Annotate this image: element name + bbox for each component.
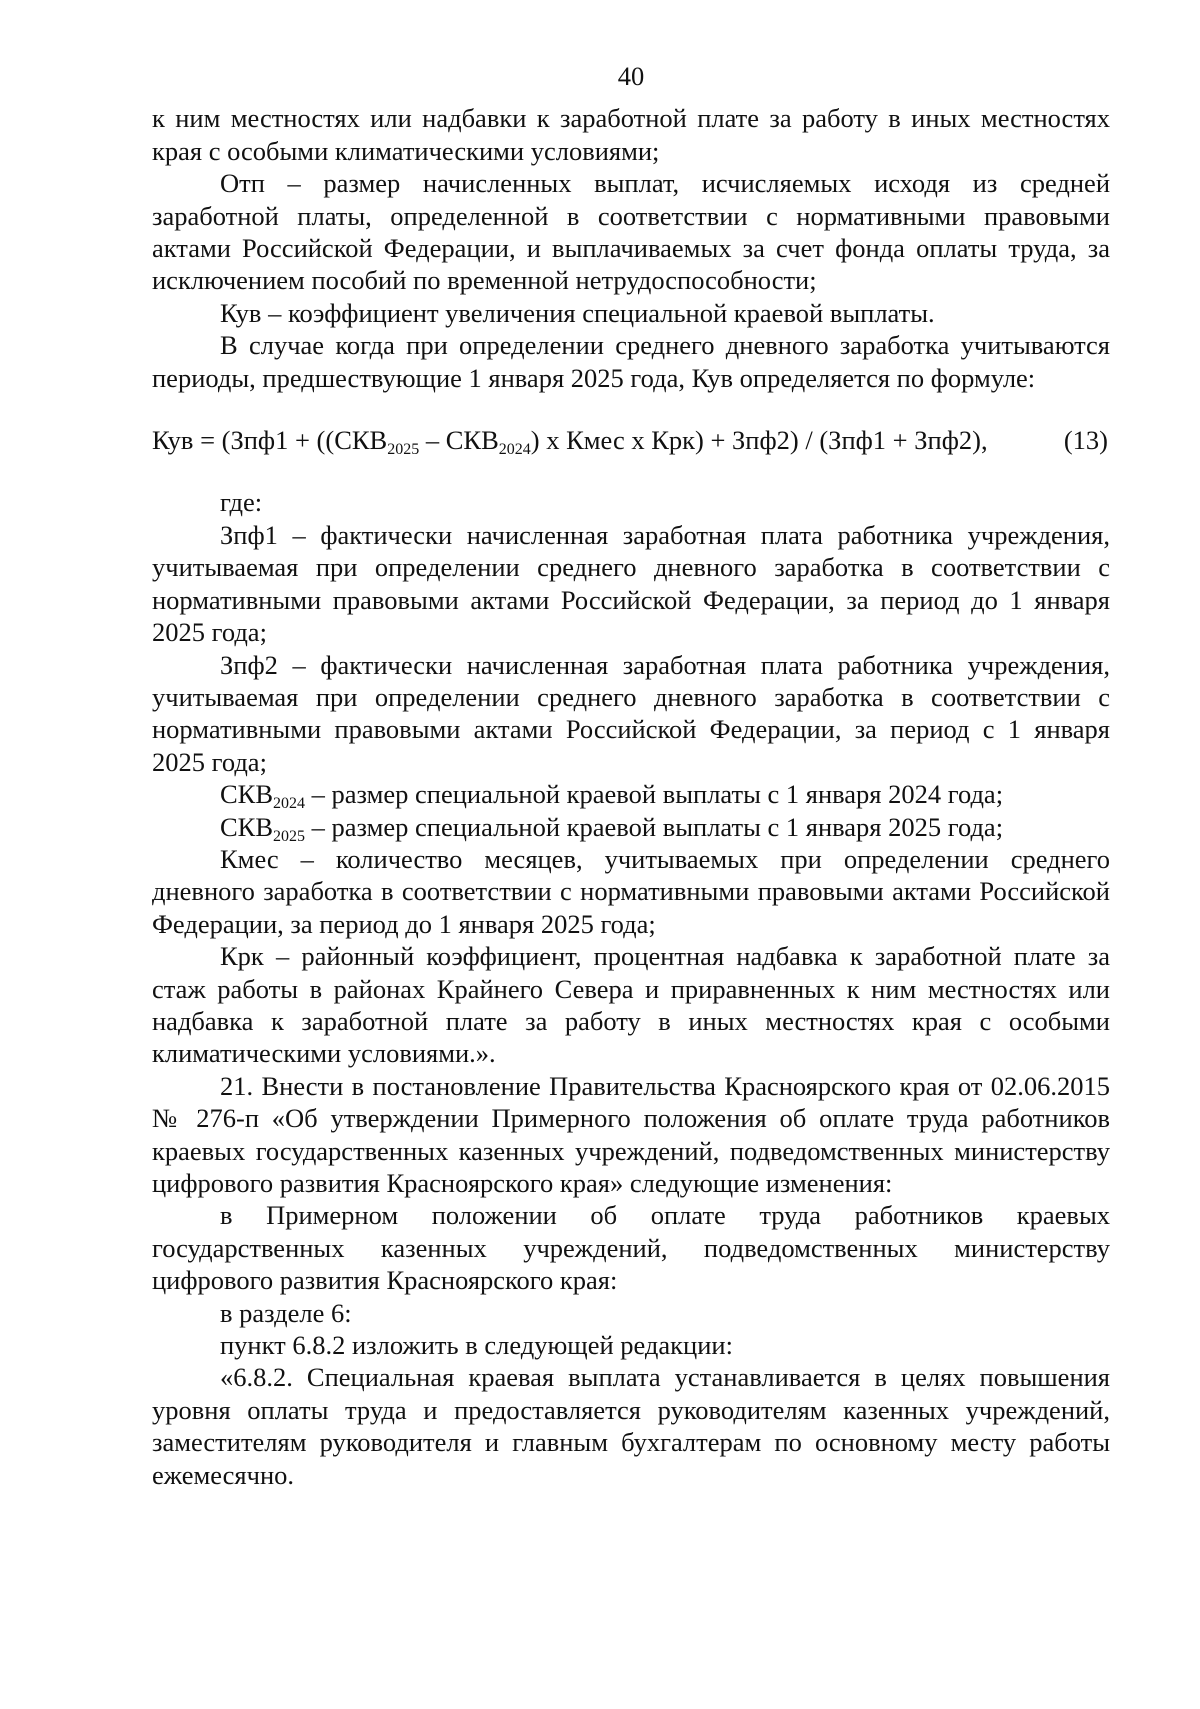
paragraph-krk-definition: Крк – районный коэффициент, процентная надбавка к заработной плате за стаж работы в районах Крайнего Севера и приравненных к ним местностях или надбавка к заработной плате за работу в иных местностях края с особыми климатическими условиями.». [152, 941, 1110, 1069]
paragraph-continuation: к ним местностях или надбавки к заработной плате за работу в иных местностях края с особыми климатическими условиями; [152, 103, 1110, 166]
page-number: 40 [617, 61, 645, 91]
formula-expression: Кув = ($Зпф1 + ((СКВ_{2025} - СКВ_{2024})$ х Кмес х Крк) + Зпф2) / (Зпф1 + Зпф2), [152, 425, 988, 459]
paragraph-kmes-definition: Кмес – количество месяцев, учитываемых при определении среднего дневного заработка в соответствии с нормативными правовыми актами Российской Федерации, за период до 1 января 2025 года; [152, 843, 1110, 939]
paragraph-item-21: 21. Внести в постановление Правительства Красноярского края от 02.06.2015 № 276-п «Об утверждении Примерного положения об оплате труда работников краевых государственных казенных учреждений, подведомственных министерству цифрового развития Красноярского края» следующие изменения: [152, 1070, 1110, 1198]
formula-subscript-2024: 2024 [498, 441, 531, 459]
formula-number: (13) [1063, 425, 1108, 456]
paragraph-section-6: в разделе 6: [220, 1297, 352, 1328]
paragraph-item-6-8-2-text: «6.8.2. Специальная краевая выплата устанавливается в целях повышения уровня оплаты труда и предоставляется руководителям казенных учреждений, заместителям руководителя и главным бухгалтерам по основному месту работы ежемесячно. [152, 1362, 1110, 1490]
paragraph-zpf1-definition: Зпф1 – фактически начисленная заработная плата работника учреждения, учитываемая при определении среднего дневного заработка в соответствии с нормативными правовыми актами Российской Федерации, за период до 1 января 2025 года; [152, 519, 1110, 648]
formula-13 [152, 424, 1110, 459]
paragraph-skv2024-definition: $СКВ_{2024}$ – размер специальной краевой выплаты с 1 января 2024 года; [220, 779, 1004, 813]
paragraph-skv2025-definition: $СКВ_{2025}$ – размер специальной краевой выплаты с 1 января 2025 года; [220, 811, 1004, 845]
paragraph-zpf2-definition: Зпф2 – фактически начисленная заработная плата работника учреждения, учитываемая при определении среднего дневного заработка в соответствии с нормативными правовыми актами Российской Федерации, за период с 1 января 2025 года; [152, 649, 1110, 777]
paragraph-otp-definition: Отп – размер начисленных выплат, исчисляемых исходя из средней заработной платы, определенной в соответствии с нормативными правовыми актами Российской Федерации, и выплачиваемых за счет фонда оплаты труда, за исключением пособий по временной нетрудоспособности; [152, 168, 1110, 296]
document-page [152, 60, 1110, 1491]
where-label: где: [220, 487, 263, 518]
paragraph-provision-changes: в Примерном положении об оплате труда работников краевых государственных казенных учреждений, подведомственных министерству цифрового развития Красноярского края: [152, 1200, 1110, 1296]
paragraph-kuv-definition: Кув – коэффициент увеличения специальной краевой выплаты. [220, 297, 935, 328]
formula-subscript-2025: 2025 [387, 441, 420, 459]
paragraph-formula-intro: В случае когда при определении среднего дневного заработка учитываются периоды, предшествующие 1 января 2025 года, Кув определяется по формуле: [152, 330, 1110, 393]
paragraph-item-6-8-2-intro: пункт 6.8.2 изложить в следующей редакции: [220, 1330, 733, 1361]
